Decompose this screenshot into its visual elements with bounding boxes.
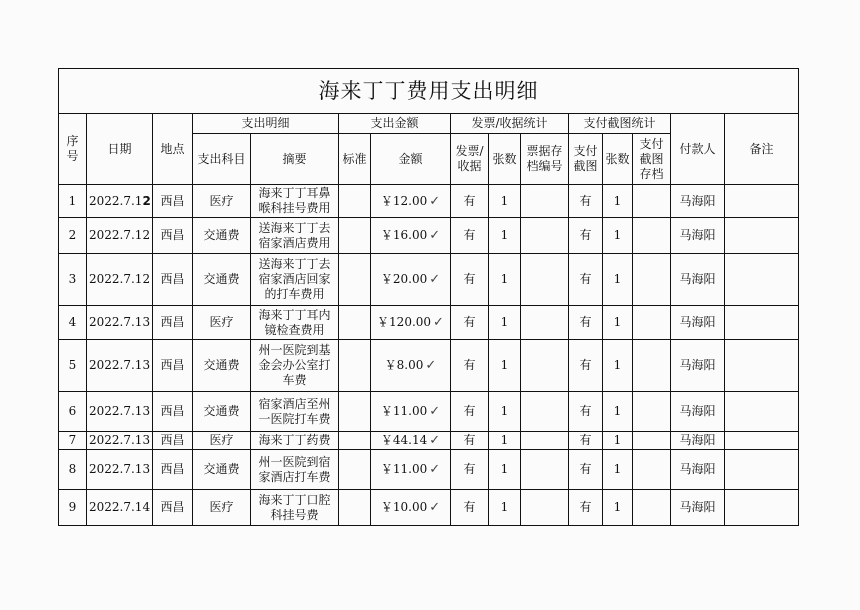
cell-invoice-text: 有: [463, 500, 476, 514]
page-title: 海来丁丁费用支出明细: [59, 69, 799, 114]
cell-summary-text: 宿家酒店至州一医院打车费: [258, 396, 331, 426]
cell-screenshot-archive: [633, 306, 671, 340]
cell-screenshot-archive: [633, 185, 671, 218]
cell-place-text: 西昌: [160, 315, 185, 329]
cell-payer-text: 马海阳: [679, 358, 716, 372]
cell-screenshot-text: 有: [579, 404, 592, 418]
cell-remark: [725, 218, 799, 254]
cell-seq: [59, 432, 87, 450]
cell-amount: [371, 340, 451, 392]
cell-amount-text: ￥16.00: [380, 228, 428, 242]
cell-invoice-count: [489, 392, 521, 432]
cell-category-text: 交通费: [203, 272, 240, 286]
cell-seq-text: 9: [68, 500, 77, 514]
cell-archive-no: [521, 218, 569, 254]
cell-date-text: 2022.7.13: [89, 462, 151, 476]
cell-category: [193, 306, 251, 340]
cell-standard: [339, 490, 371, 526]
cell-summary: [251, 340, 339, 392]
cell-invoice-text: 有: [463, 315, 476, 329]
cell-screenshot-text: 有: [579, 228, 592, 242]
header-group-screenshot: 支付截图统计: [569, 114, 671, 134]
table-row: [59, 490, 799, 526]
cell-screenshot-count: [603, 306, 633, 340]
cell-seq-text: 4: [68, 315, 77, 329]
cell-category: [193, 254, 251, 306]
header-archive-no: 票据存档编号: [521, 134, 569, 185]
cell-archive-no: [521, 254, 569, 306]
cell-invoice: [451, 490, 489, 526]
cell-invoice-count: [489, 450, 521, 490]
cell-place-text: 西昌: [160, 358, 185, 372]
cell-screenshot-text: 有: [579, 462, 592, 476]
cell-remark: [725, 490, 799, 526]
cell-screenshot-count: [603, 432, 633, 450]
cell-place: [153, 490, 193, 526]
cell-remark: [725, 306, 799, 340]
cell-amount-text: ￥12.00: [380, 193, 428, 208]
cell-invoice: [451, 218, 489, 254]
cell-date: [87, 306, 153, 340]
cell-invoice-count-text: 1: [500, 315, 509, 329]
cell-invoice-count: [489, 185, 521, 218]
cell-amount: [371, 218, 451, 254]
check-mark-icon: ✓: [433, 315, 444, 330]
cell-invoice-count: [489, 254, 521, 306]
cell-screenshot-count-text: 1: [613, 500, 622, 514]
cell-place: [153, 432, 193, 450]
table-row: [59, 392, 799, 432]
cell-seq: [59, 254, 87, 306]
cell-screenshot-count: [603, 450, 633, 490]
cell-payer: [671, 432, 725, 450]
cell-remark: [725, 450, 799, 490]
cell-standard: [339, 392, 371, 432]
cell-screenshot: [569, 306, 603, 340]
table-row: [59, 432, 799, 450]
cell-screenshot-count: [603, 490, 633, 526]
cell-standard: [339, 218, 371, 254]
cell-amount-text: ￥11.00: [380, 462, 428, 476]
cell-payer: [671, 392, 725, 432]
header-seq: 序号: [59, 114, 87, 185]
cell-invoice: [451, 340, 489, 392]
cell-category-text: 交通费: [203, 462, 240, 476]
cell-invoice-count-text: 1: [500, 462, 509, 476]
header-date: 日期: [87, 114, 153, 185]
cell-seq: [59, 218, 87, 254]
cell-standard: [339, 254, 371, 306]
cell-date-text: 2022.7.14: [89, 500, 151, 514]
cell-seq-text: 6: [68, 404, 77, 418]
cell-place-text: 西昌: [160, 272, 185, 286]
cell-payer: [671, 306, 725, 340]
cell-remark: [725, 340, 799, 392]
cell-screenshot: [569, 392, 603, 432]
cell-payer-text: 马海阳: [679, 315, 716, 329]
cell-standard: [339, 450, 371, 490]
header-remark: 备注: [725, 114, 799, 185]
cell-date-text: 2022.7.13: [89, 404, 151, 418]
cell-summary-text: 州一医院到宿家酒店打车费: [258, 454, 331, 484]
cell-payer-text: 马海阳: [679, 193, 716, 208]
check-mark-icon: ✓: [429, 404, 441, 419]
check-mark-icon: ✓: [429, 228, 441, 243]
cell-amount-text: ￥11.00: [380, 404, 428, 418]
table-row: [59, 306, 799, 340]
cell-amount-text: ￥20.00: [380, 272, 428, 286]
cell-amount: [371, 490, 451, 526]
cell-invoice-count-text: 1: [500, 193, 509, 208]
cell-payer-text: 马海阳: [679, 500, 716, 514]
cell-category-text: 交通费: [203, 404, 240, 418]
header-group-invoice: 发票/收据统计: [451, 114, 569, 134]
cell-invoice-text: 有: [463, 272, 476, 286]
cell-screenshot-text: 有: [579, 358, 592, 372]
cell-screenshot-text: 有: [579, 315, 592, 329]
cell-summary: [251, 392, 339, 432]
cell-invoice-count: [489, 490, 521, 526]
cell-payer: [671, 490, 725, 526]
cell-summary-text: 送海来丁丁去宿家酒店回家的打车费用: [258, 257, 331, 301]
cell-date: [87, 185, 153, 218]
cell-screenshot-text: 有: [579, 500, 592, 514]
cell-date-text: 2022.7.13: [89, 358, 151, 372]
header-screenshot-archive: 支付截图存档: [633, 134, 671, 185]
cell-place-text: 西昌: [160, 433, 185, 447]
cell-summary: [251, 450, 339, 490]
cell-standard: [339, 432, 371, 450]
cell-invoice-count-text: 1: [500, 228, 509, 242]
check-mark-icon: ✓: [429, 500, 441, 515]
cell-summary-text: 海来丁丁药费: [258, 433, 331, 447]
cell-archive-no: [521, 306, 569, 340]
cell-invoice-count-text: 1: [500, 272, 509, 286]
cell-screenshot-count-text: 1: [613, 462, 622, 476]
cell-date: [87, 392, 153, 432]
cell-summary: [251, 185, 339, 218]
cell-standard: [339, 306, 371, 340]
header-category: 支出科目: [193, 134, 251, 185]
cell-category: [193, 450, 251, 490]
header-amount: 金额: [371, 134, 451, 185]
cell-summary-text: 海来丁丁口腔科挂号费: [258, 492, 331, 522]
cell-screenshot-count-text: 1: [613, 358, 622, 372]
cell-screenshot: [569, 432, 603, 450]
cell-category-text: 医疗: [209, 315, 234, 329]
cell-invoice-count: [489, 432, 521, 450]
cell-place: [153, 392, 193, 432]
cell-category: [193, 392, 251, 432]
cell-archive-no: [521, 185, 569, 218]
cell-archive-no: [521, 432, 569, 450]
cell-seq: [59, 450, 87, 490]
cell-seq-text: 2: [68, 228, 77, 242]
cell-invoice-text: 有: [463, 462, 476, 476]
cell-seq-text: 7: [68, 433, 77, 447]
cell-invoice-count-text: 1: [500, 433, 509, 447]
cell-category-text: 医疗: [209, 433, 234, 447]
cell-place: [153, 450, 193, 490]
cell-place: [153, 185, 193, 218]
cell-summary-text: 送海来丁丁去宿家酒店费用: [258, 220, 331, 250]
cell-seq-text: 3: [68, 272, 77, 286]
cell-payer-text: 马海阳: [679, 404, 716, 418]
cell-invoice-text: 有: [463, 433, 476, 447]
cell-screenshot-count: [603, 218, 633, 254]
cell-payer-text: 马海阳: [679, 228, 716, 242]
cell-category-text: 交通费: [203, 358, 240, 372]
table-row: [59, 254, 799, 306]
cell-date: [87, 450, 153, 490]
check-mark-icon: ✓: [429, 462, 441, 477]
header-payer: 付款人: [671, 114, 725, 185]
cell-invoice-count-text: 1: [500, 500, 509, 514]
cell-category: [193, 218, 251, 254]
cell-invoice: [451, 254, 489, 306]
cell-invoice-text: 有: [463, 358, 476, 372]
cell-screenshot-archive: [633, 450, 671, 490]
cell-archive-no: [521, 450, 569, 490]
cell-invoice-text: 有: [463, 228, 476, 242]
cell-summary-text: 海来丁丁耳鼻喉科挂号费用: [258, 186, 331, 215]
cell-invoice: [451, 432, 489, 450]
cell-invoice: [451, 450, 489, 490]
header-place: 地点: [153, 114, 193, 185]
cell-date-text: 2022.7.13: [89, 315, 151, 329]
cell-payer: [671, 185, 725, 218]
cell-summary: [251, 432, 339, 450]
cell-amount: [371, 450, 451, 490]
cell-date: [87, 218, 153, 254]
header-group-detail: 支出明细: [193, 114, 339, 134]
cell-category: [193, 432, 251, 450]
cell-screenshot-count: [603, 185, 633, 218]
cell-screenshot-count-text: 1: [613, 272, 622, 286]
header-summary: 摘要: [251, 134, 339, 185]
cell-seq: [59, 392, 87, 432]
header-pay-screenshot: 支付截图: [569, 134, 603, 185]
cell-screenshot-count-text: 1: [613, 315, 622, 329]
cell-screenshot: [569, 185, 603, 218]
cell-summary-text: 海来丁丁耳内镜检查费用: [258, 307, 331, 337]
header-invoice-count: 张数: [489, 134, 521, 185]
cell-remark: [725, 254, 799, 306]
cell-place: [153, 306, 193, 340]
cell-payer: [671, 218, 725, 254]
cell-archive-no: [521, 340, 569, 392]
header-screenshot-count: 张数: [603, 134, 633, 185]
cell-payer-text: 马海阳: [679, 433, 716, 447]
cell-invoice-count-text: 1: [500, 404, 509, 418]
cell-place-text: 西昌: [160, 228, 185, 242]
cell-invoice-text: 有: [463, 193, 476, 208]
cell-date: [87, 340, 153, 392]
cell-category-text: 医疗: [209, 193, 234, 208]
cell-remark: [725, 185, 799, 218]
cell-screenshot: [569, 254, 603, 306]
table-row: [59, 218, 799, 254]
cell-invoice-count: [489, 340, 521, 392]
cell-screenshot-count: [603, 254, 633, 306]
cell-archive-no: [521, 392, 569, 432]
cell-amount: [371, 432, 451, 450]
cell-date: [87, 254, 153, 306]
expense-table: [58, 68, 799, 526]
cell-category: [193, 490, 251, 526]
cell-category-text: 交通费: [203, 228, 240, 242]
cell-screenshot-text: 有: [579, 272, 592, 286]
cell-screenshot-count-text: 1: [613, 433, 622, 447]
header-group-amount: 支出金额: [339, 114, 451, 134]
cell-archive-no: [521, 490, 569, 526]
expense-sheet: [58, 68, 798, 526]
cell-amount-text: ￥8.00: [384, 358, 424, 372]
cell-summary: [251, 254, 339, 306]
cell-screenshot-archive: [633, 254, 671, 306]
cell-invoice: [451, 392, 489, 432]
check-mark-icon: ✓: [429, 433, 441, 448]
cell-screenshot-archive: [633, 490, 671, 526]
cell-summary: [251, 218, 339, 254]
cell-screenshot-text: 有: [579, 193, 592, 208]
cell-amount: [371, 185, 451, 218]
cell-invoice-count: [489, 218, 521, 254]
header-standard: 标准: [339, 134, 371, 185]
cell-seq-text: 8: [68, 462, 77, 476]
cell-screenshot: [569, 218, 603, 254]
cell-screenshot-count: [603, 340, 633, 392]
cell-invoice: [451, 306, 489, 340]
cell-screenshot: [569, 450, 603, 490]
cell-category: [193, 340, 251, 392]
cell-screenshot-count-text: 1: [613, 404, 622, 418]
cell-place-text: 西昌: [160, 500, 185, 514]
cell-screenshot: [569, 340, 603, 392]
cell-date-text: 2022.7.12: [89, 272, 151, 286]
cell-screenshot-archive: [633, 340, 671, 392]
cell-place-text: 西昌: [160, 462, 185, 476]
cell-seq: [59, 490, 87, 526]
cell-summary: [251, 306, 339, 340]
cell-amount-text: ￥120.00: [377, 315, 432, 329]
cell-invoice-count-text: 1: [500, 358, 509, 372]
cell-place: [153, 218, 193, 254]
table-row: [59, 185, 799, 218]
check-mark-icon: ✓: [429, 193, 441, 209]
cell-standard: [339, 340, 371, 392]
cell-seq: [59, 185, 87, 218]
cell-seq: [59, 306, 87, 340]
cell-screenshot-archive: [633, 392, 671, 432]
cell-place: [153, 340, 193, 392]
cell-payer: [671, 450, 725, 490]
cell-category-text: 医疗: [209, 500, 234, 514]
cell-date-text: 2022.7.13: [89, 433, 151, 447]
handwritten-digit: 2: [142, 193, 151, 208]
cell-payer: [671, 254, 725, 306]
cell-screenshot-count-text: 1: [613, 228, 622, 242]
cell-amount: [371, 254, 451, 306]
cell-seq: [59, 340, 87, 392]
cell-amount-text: ￥44.14: [380, 433, 428, 447]
cell-remark: [725, 392, 799, 432]
cell-standard: [339, 185, 371, 218]
check-mark-icon: ✓: [429, 272, 441, 287]
cell-place: [153, 254, 193, 306]
cell-amount: [371, 392, 451, 432]
cell-date: [87, 490, 153, 526]
cell-place-text: 西昌: [160, 404, 185, 418]
table-row: [59, 340, 799, 392]
check-mark-icon: ✓: [425, 358, 437, 373]
cell-screenshot-text: 有: [579, 433, 592, 447]
cell-summary: [251, 490, 339, 526]
cell-amount: [371, 306, 451, 340]
cell-payer-text: 马海阳: [679, 462, 716, 476]
header-invoice-receipt: 发票/收据: [451, 134, 489, 185]
cell-remark: [725, 432, 799, 450]
cell-screenshot-count: [603, 392, 633, 432]
cell-summary-text: 州一医院到基金会办公室打车费: [258, 343, 331, 387]
cell-place-text: 西昌: [160, 193, 185, 208]
cell-invoice-count: [489, 306, 521, 340]
cell-screenshot: [569, 490, 603, 526]
table-row: [59, 450, 799, 490]
table-body: [59, 185, 799, 526]
cell-amount-text: ￥10.00: [380, 500, 428, 514]
cell-seq-text: 1: [68, 193, 77, 208]
cell-date-text: 2022.7.12: [89, 228, 151, 242]
cell-screenshot-archive: [633, 432, 671, 450]
cell-screenshot-count-text: 1: [613, 193, 622, 208]
cell-invoice-text: 有: [463, 404, 476, 418]
cell-date: [87, 432, 153, 450]
cell-payer-text: 马海阳: [679, 272, 716, 286]
cell-screenshot-archive: [633, 218, 671, 254]
cell-seq-text: 5: [68, 358, 77, 372]
cell-category: [193, 185, 251, 218]
cell-payer: [671, 340, 725, 392]
cell-date-text: 2022.7.1: [89, 193, 143, 208]
cell-invoice: [451, 185, 489, 218]
